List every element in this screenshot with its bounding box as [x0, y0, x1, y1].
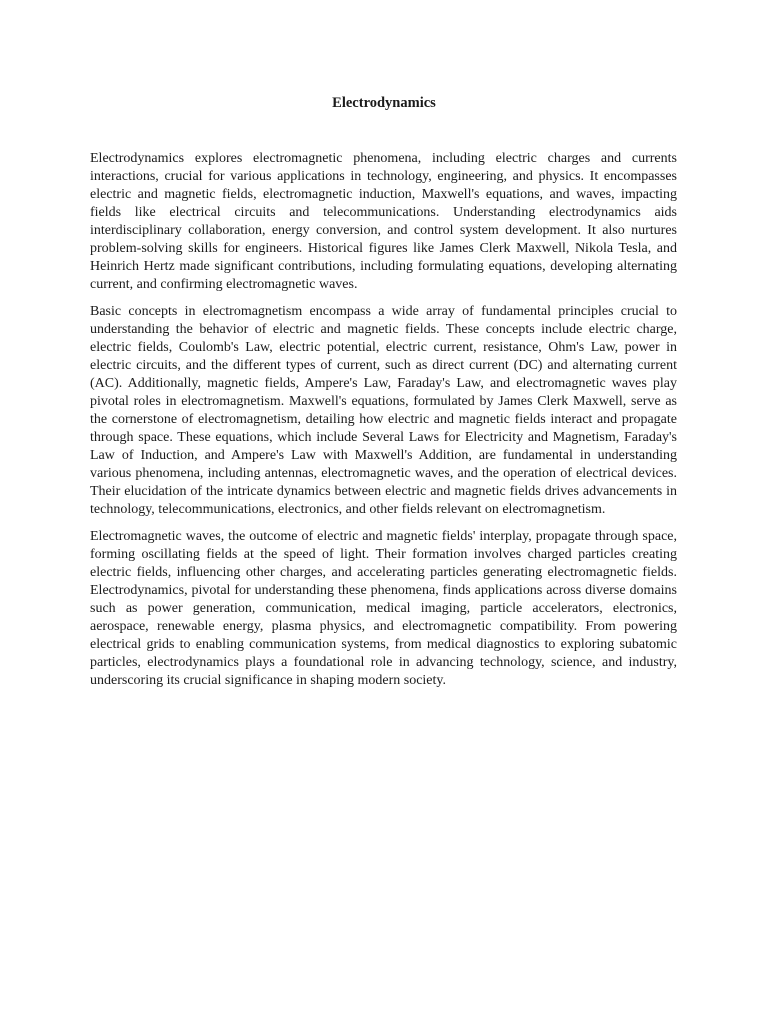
paragraph-electromagnetic-waves: Electromagnetic waves, the outcome of electric and magnetic fields' interplay, propagate through space, forming oscillating fields at the speed of light. Their formation involves charged particles creating electric fields, influencing other charges, and accelerating particles generating electromagnetic fields. Electrodynamics, pivotal for understanding these phenomena, finds applications across diverse domains such as power generation, communication, medical imaging, particle accelerators, electronics, aerospace, renewable energy, plasma physics, and electromagnetic compatibility. From powering electrical grids to enabling communication systems, from medical diagnostics to exploring subatomic particles, electrodynamics plays a foundational role in advancing technology, science, and industry, underscoring its crucial significance in shaping modern society. — [90, 529, 677, 688]
document-title: Electrodynamics — [332, 95, 436, 111]
paragraph-basic-concepts: Basic concepts in electromagnetism encompass a wide array of fundamental principles crucial to understanding the behavior of electric and magnetic fields. These concepts include electric charge, electric fields, Coulomb's Law, electric potential, electric current, resistance, Ohm's Law, power in electric circuits, and the different types of current, such as direct current (DC) and alternating current (AC). Additionally, magnetic fields, Ampere's Law, Faraday's Law, and electromagnetic waves play pivotal roles in electromagnetism. Maxwell's equations, formulated by James Clerk Maxwell, serve as the cornerstone of electromagnetism, detailing how electric and magnetic fields interact and propagate through space. These equations, which include Several Laws for Electricity and Magnetism, Faraday's Law of Induction, and Ampere's Law with Maxwell's Addition, are fundamental in understanding various phenomena, including antennas, electromagnetic waves, and the operation of electrical devices. Their elucidation of the intricate dynamics between electric and magnetic fields drives advancements in technology, telecommunications, electronics, and other fields relevant on electromagnetism. — [90, 304, 677, 517]
document-body — [90, 150, 677, 699]
paragraph-intro: Electrodynamics explores electromagnetic phenomena, including electric charges and currents interactions, crucial for various applications in technology, engineering, and physics. It encompasses electric and magnetic fields, electromagnetic induction, Maxwell's equations, and waves, impacting fields like electrical circuits and telecommunications. Understanding electrodynamics aids interdisciplinary collaboration, energy conversion, and control system development. It also nurtures problem-solving skills for engineers. Historical figures like James Clerk Maxwell, Nikola Tesla, and Heinrich Hertz made significant contributions, including formulating equations, developing alternating current, and confirming electromagnetic waves. — [90, 151, 677, 292]
